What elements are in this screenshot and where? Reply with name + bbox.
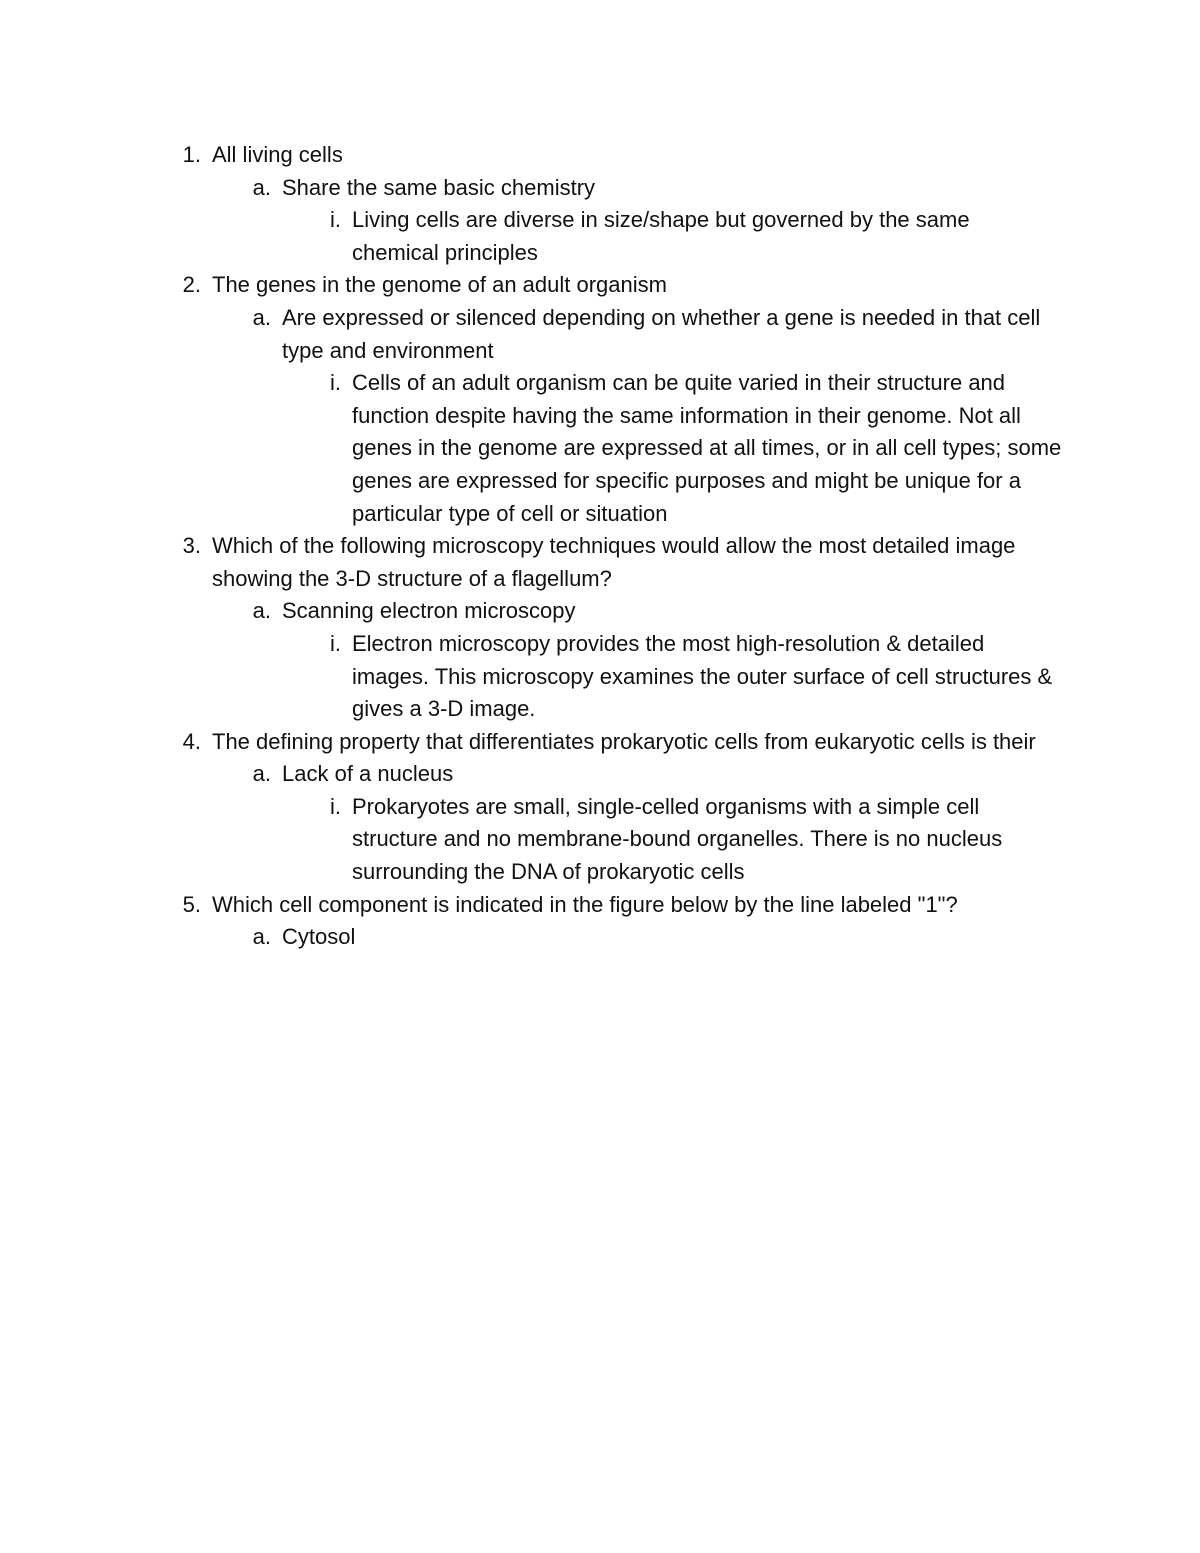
list-letter: a. — [252, 924, 271, 950]
list-number: 3. — [182, 533, 201, 559]
list-item-2a — [176, 302, 1076, 367]
list-number: 1. — [182, 142, 201, 167]
list-item-4a — [176, 758, 1076, 791]
list-item-3a — [176, 595, 1076, 628]
list-item-4 — [176, 726, 1076, 759]
list-roman: i. — [330, 370, 341, 396]
list-item-text: Living cells are diverse in size/shape but governed by the same chemical principles — [352, 207, 970, 265]
list-item-5a — [176, 921, 1076, 954]
list-item-text: Which cell component is indicated in the figure below by the line labeled "1"? — [212, 891, 958, 917]
list-roman: i. — [330, 630, 341, 656]
list-roman: i. — [330, 793, 341, 819]
list-item-text: Cells of an adult organism can be quite varied in their structure and function despite having the same information in their genome. Not all genes in the genome are expressed at all times, or in all cell types; some genes are expressed for specific purposes and might be unique for a particular type of cell or situation — [352, 370, 1062, 526]
list-letter: a. — [252, 304, 271, 330]
list-item-text: Cytosol — [282, 924, 356, 950]
list-item-text: Scanning electron microscopy — [282, 598, 576, 624]
list-item-text: Lack of a nucleus — [282, 761, 454, 787]
list-item-5 — [176, 889, 1076, 922]
list-letter: a. — [252, 174, 271, 200]
list-item-text: Prokaryotes are small, single-celled organisms with a simple cell structure and no membrane-bound organelles. There is no nucleus surrounding the DNA of prokaryotic cells — [352, 793, 1003, 885]
list-item-text: Which of the following microscopy techniques would allow the most detailed image showing the 3-D structure of a flagellum? — [212, 533, 1016, 591]
list-number: 2. — [182, 272, 201, 298]
list-item-text: The defining property that differentiates prokaryotic cells from eukaryotic cells is their — [212, 728, 1036, 754]
list-item-1ai — [176, 204, 1076, 269]
list-number: 4. — [182, 728, 201, 754]
list-item-4ai — [176, 791, 1076, 889]
list-item-3 — [176, 530, 1076, 595]
list-item-text: All living cells — [212, 142, 343, 167]
list-item-3ai — [176, 628, 1076, 726]
outline-list — [176, 139, 1076, 954]
list-letter: a. — [252, 761, 271, 787]
list-item-1a — [176, 172, 1076, 205]
list-item-2ai — [176, 367, 1076, 530]
list-item-text: Share the same basic chemistry — [282, 174, 596, 200]
list-number: 5. — [182, 891, 201, 917]
list-letter: a. — [252, 598, 271, 624]
list-item-2 — [176, 269, 1076, 302]
list-item-text: The genes in the genome of an adult organism — [212, 272, 667, 298]
list-item-text: Are expressed or silenced depending on whether a gene is needed in that cell type and environment — [282, 304, 1041, 363]
list-item-text: Electron microscopy provides the most high-resolution & detailed images. This microscopy examines the outer surface of cell structures & gives a 3-D image. — [352, 630, 1053, 722]
list-roman: i. — [330, 207, 341, 233]
list-item-1 — [176, 139, 1076, 172]
